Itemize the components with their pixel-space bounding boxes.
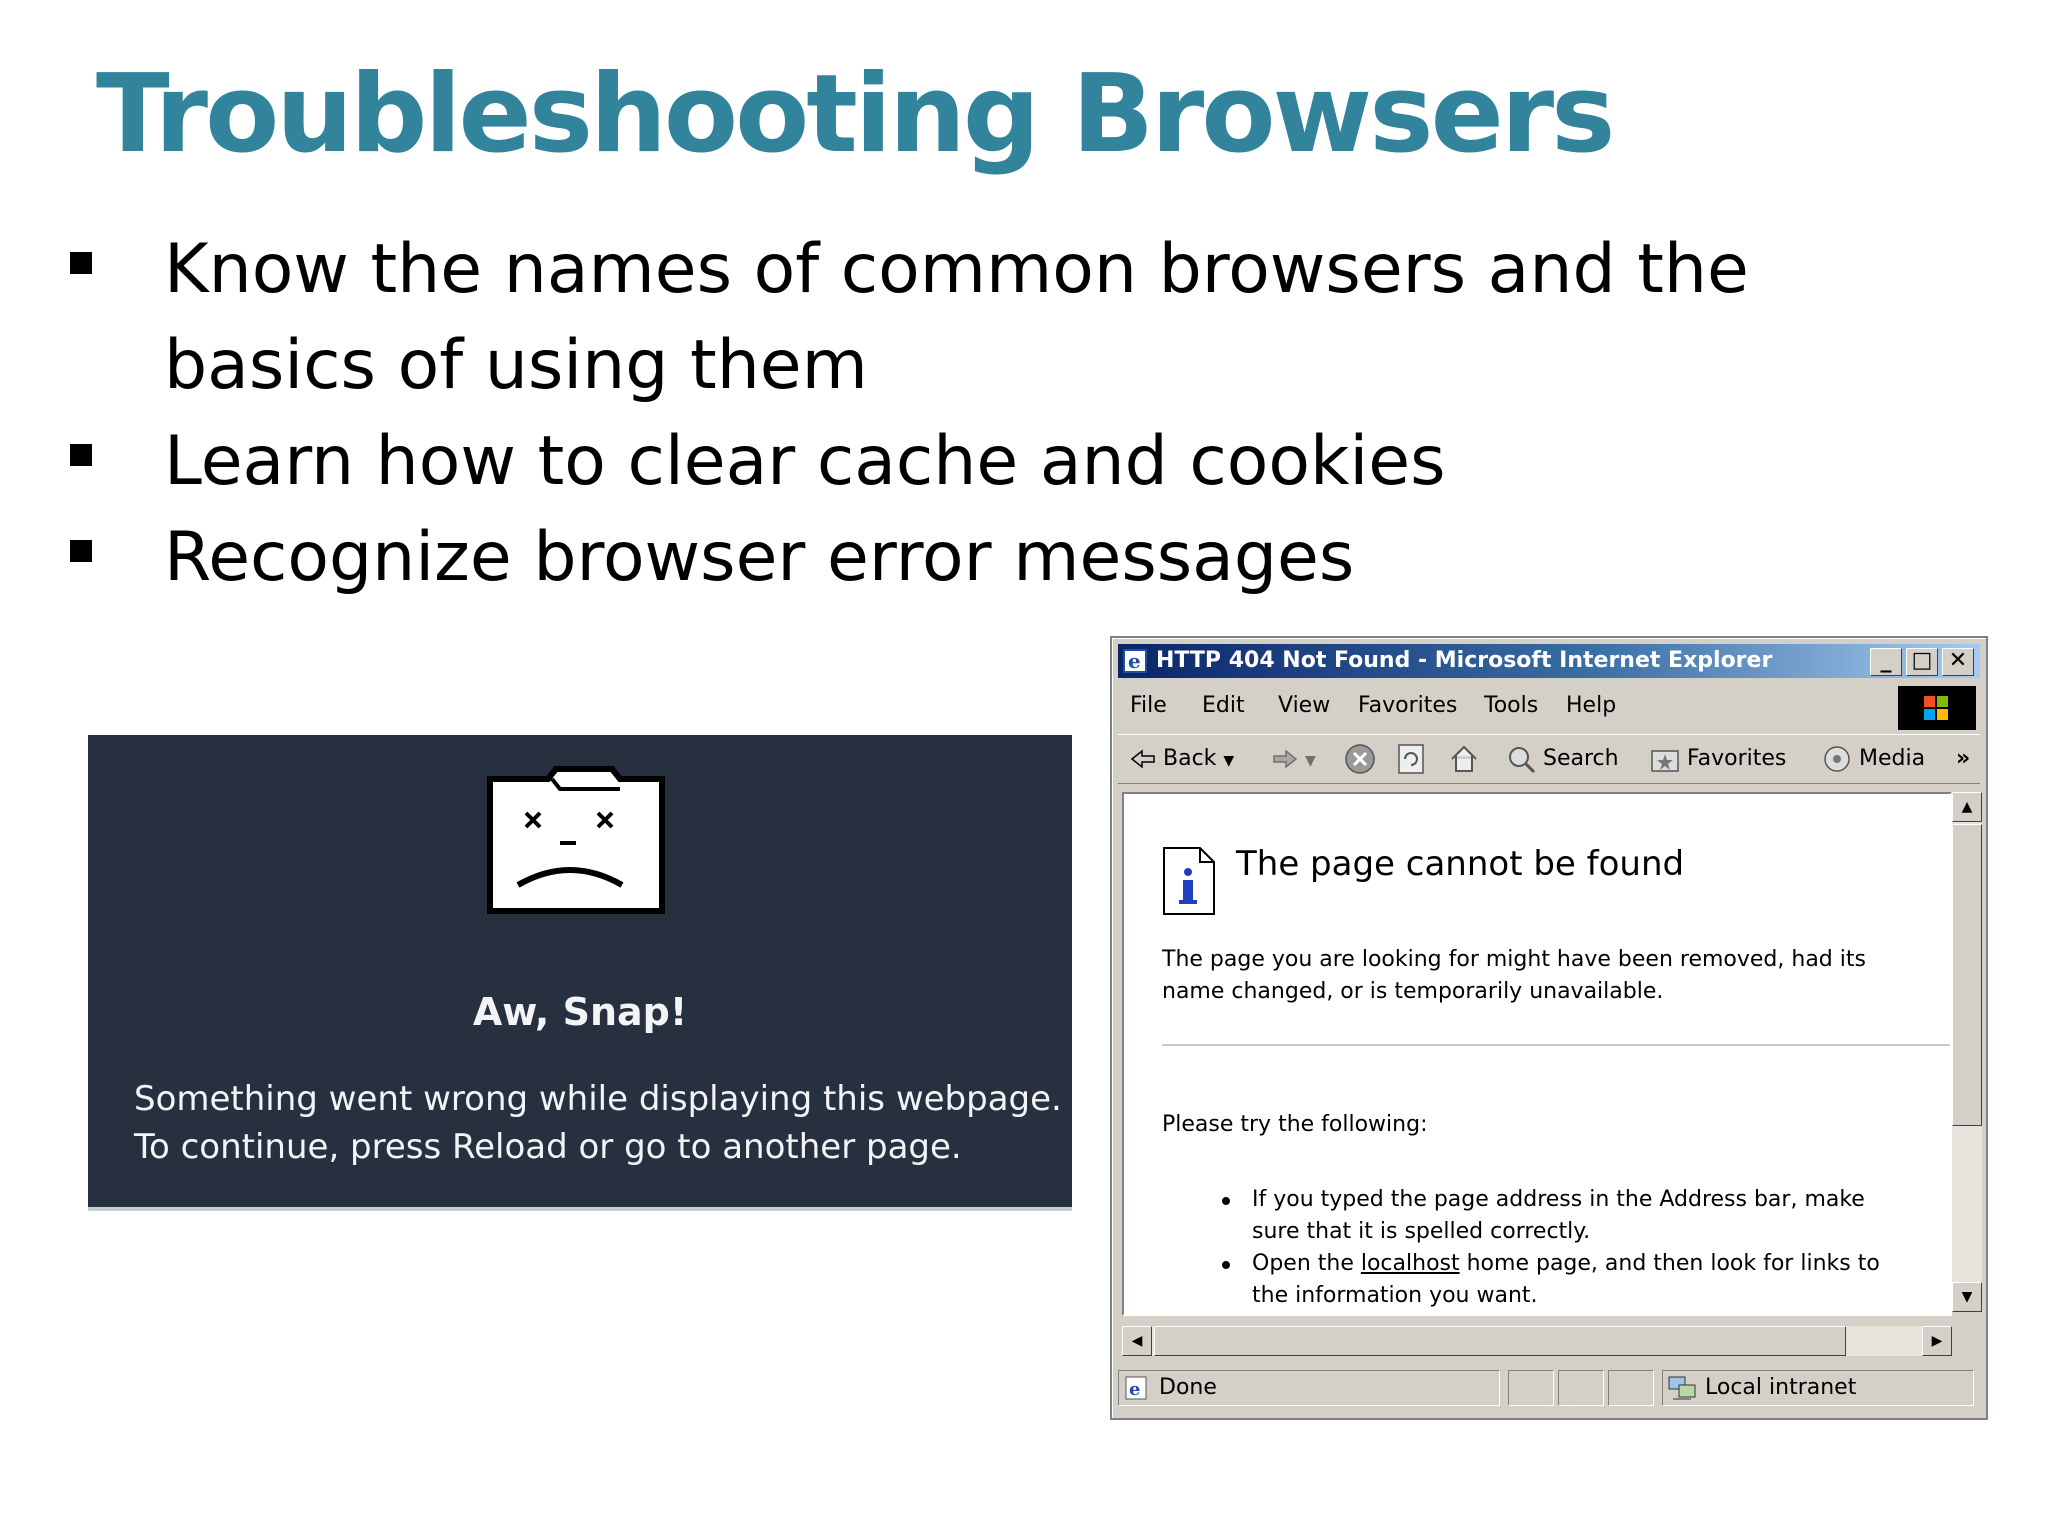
bullet-square-icon	[70, 540, 92, 562]
dropdown-arrow-icon: ▼	[1305, 753, 1316, 769]
status-panel	[1608, 1370, 1654, 1406]
search-button[interactable]	[1506, 735, 1619, 783]
favorites-icon	[1650, 745, 1680, 773]
media-icon	[1822, 744, 1852, 774]
suggestions-heading: Please try the following:	[1162, 1112, 1428, 1137]
maximize-button[interactable]: □	[1906, 648, 1938, 676]
sad-tab-icon	[486, 765, 666, 915]
scroll-up-button[interactable]: ▲	[1952, 792, 1982, 822]
refresh-button[interactable]	[1396, 735, 1426, 783]
dropdown-arrow-icon: ▼	[1223, 753, 1235, 769]
menu-help[interactable]: Help	[1566, 693, 1617, 718]
toolbar-overflow-button[interactable]: »	[1956, 746, 1971, 771]
list-item	[1216, 1248, 1952, 1312]
zone-label: Local intranet	[1705, 1375, 1857, 1400]
list-item-line: sure that it is spelled correctly.	[1252, 1219, 1591, 1244]
local-intranet-icon	[1667, 1375, 1697, 1401]
refresh-icon	[1396, 743, 1426, 775]
status-text: Done	[1159, 1375, 1217, 1400]
home-button[interactable]	[1448, 735, 1480, 783]
chrome-error-panel	[88, 735, 1072, 1211]
stop-icon	[1344, 743, 1376, 775]
error-message-line: Something went wrong while displaying this webpage.	[134, 1079, 1062, 1119]
favorites-label: Favorites	[1687, 746, 1787, 771]
list-item-text: Open the	[1252, 1251, 1361, 1276]
scroll-left-button[interactable]: ◀	[1122, 1326, 1152, 1356]
back-arrow-icon	[1130, 749, 1156, 769]
minimize-button[interactable]: _	[1870, 648, 1902, 676]
zone-cell	[1662, 1370, 1974, 1406]
error-message	[134, 1075, 1062, 1171]
status-panel	[1508, 1370, 1554, 1406]
home-icon	[1448, 743, 1480, 775]
stop-button[interactable]	[1344, 735, 1376, 783]
bullet-item	[64, 414, 1764, 510]
page-description	[1162, 944, 1952, 1008]
status-text-cell	[1118, 1370, 1500, 1406]
bullet-text: Know the names of common browsers and the	[164, 230, 1749, 309]
localhost-link[interactable]: localhost	[1360, 1251, 1460, 1276]
menu-view[interactable]: View	[1278, 693, 1331, 718]
search-icon	[1506, 744, 1536, 774]
svg-text:e: e	[1128, 649, 1141, 673]
list-item-text: home page, and then look for links to	[1459, 1251, 1880, 1276]
list-item-line: the information you want.	[1252, 1283, 1538, 1308]
search-label: Search	[1543, 746, 1619, 771]
bullet-list	[64, 222, 1764, 606]
slide-title: Troubleshooting Browsers	[96, 52, 1613, 177]
divider	[1162, 1044, 1952, 1046]
horizontal-scrollbar[interactable]	[1122, 1326, 1952, 1356]
windows-logo-icon	[1898, 686, 1976, 730]
scroll-thumb-horizontal[interactable]	[1154, 1326, 1846, 1356]
back-label: Back	[1163, 746, 1217, 771]
bullet-square-icon	[70, 252, 92, 274]
info-document-icon	[1162, 846, 1216, 916]
media-label: Media	[1859, 746, 1926, 771]
media-button[interactable]	[1822, 735, 1925, 783]
bullet-text-continuation: basics of using them	[164, 326, 868, 405]
svg-text:e: e	[1129, 1379, 1141, 1400]
ie-page-icon	[1123, 1375, 1149, 1401]
bullet-text: Recognize browser error messages	[164, 518, 1355, 597]
error-message-line: To continue, press Reload or go to another page.	[134, 1127, 962, 1167]
close-button[interactable]: ✕	[1942, 648, 1974, 676]
list-item-line: If you typed the page address in the Address bar, make	[1252, 1187, 1865, 1212]
list-item-line	[1252, 1248, 1952, 1280]
bullet-item	[64, 222, 1764, 414]
menu-bar	[1118, 686, 1980, 726]
bullet-item	[64, 510, 1764, 606]
scroll-thumb[interactable]	[1952, 824, 1982, 1126]
title-bar	[1118, 644, 1980, 678]
status-panel	[1558, 1370, 1604, 1406]
ie-logo-icon	[1122, 648, 1148, 674]
standard-toolbar	[1118, 734, 1980, 784]
bullet-text: Learn how to clear cache and cookies	[164, 422, 1446, 501]
forward-button[interactable]	[1272, 735, 1316, 783]
error-title: Aw, Snap!	[472, 990, 688, 1034]
list-item	[1216, 1184, 1952, 1248]
page-content	[1122, 792, 1952, 1316]
back-button[interactable]	[1130, 735, 1234, 783]
menu-file[interactable]: File	[1130, 693, 1167, 718]
ie-window	[1110, 636, 1988, 1420]
menu-edit[interactable]: Edit	[1202, 693, 1245, 718]
suggestions-list	[1216, 1184, 1952, 1312]
scroll-down-button[interactable]: ▼	[1952, 1282, 1982, 1312]
status-bar	[1118, 1368, 1980, 1408]
bullet-square-icon	[70, 444, 92, 466]
scroll-right-button[interactable]: ▶	[1922, 1326, 1952, 1356]
page-heading: The page cannot be found	[1236, 844, 1685, 884]
window-title: HTTP 404 Not Found - Microsoft Internet Explorer	[1156, 648, 1773, 673]
favorites-button[interactable]	[1650, 735, 1786, 783]
vertical-scrollbar[interactable]	[1952, 792, 1982, 1312]
description-line: The page you are looking for might have been removed, had its	[1162, 947, 1866, 972]
menu-tools[interactable]: Tools	[1484, 693, 1539, 718]
forward-arrow-icon	[1272, 749, 1298, 769]
description-line: name changed, or is temporarily unavailable.	[1162, 979, 1664, 1004]
menu-favorites[interactable]: Favorites	[1358, 693, 1458, 718]
